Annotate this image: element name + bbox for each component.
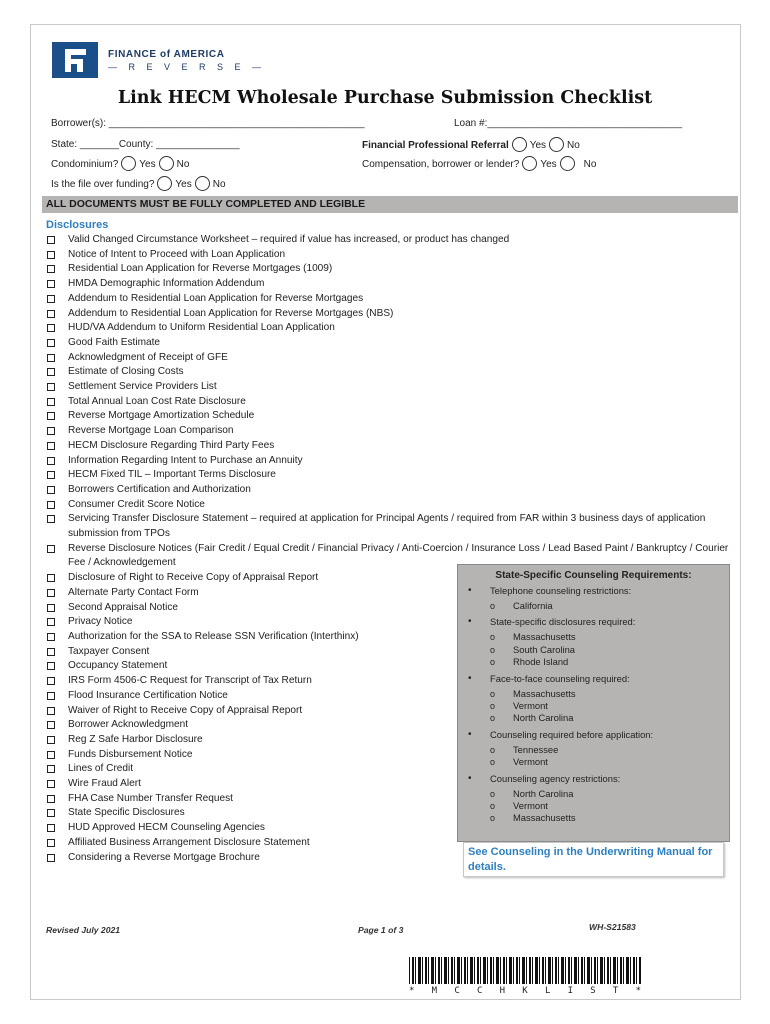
checklist-item: [46, 292, 736, 307]
checklist-item: [46, 395, 736, 410]
checkbox[interactable]: [47, 398, 55, 406]
checklist-item: [46, 336, 736, 351]
checklist-item: [46, 851, 456, 866]
counseling-state: o Vermont: [490, 756, 729, 768]
checklist-item-label: Estimate of Closing Costs: [68, 366, 184, 378]
checklist-item-label: Authorization for the SSA to Release SSN Verification (Interthinx): [68, 630, 359, 642]
barcode-char: L: [544, 986, 551, 996]
checklist-item: [46, 454, 736, 469]
counseling-group-label: • State-specific disclosures required:: [490, 616, 636, 628]
checklist-item-label: Information Regarding Intent to Purchase an Annuity: [68, 454, 303, 466]
checklist-item-label: Servicing Transfer Disclosure Statement – required at application for Principal Agents / required from FAR within 3 business days of application submission from TPOs: [68, 513, 706, 540]
barcode-char: K: [522, 986, 528, 996]
barcode-char: S: [590, 986, 596, 996]
counseling-state: o Tennessee: [490, 744, 729, 756]
checklist-item-label: Disclosure of Right to Receive Copy of Appraisal Report: [68, 572, 319, 584]
checklist-item: [46, 409, 736, 424]
barcode-char: C: [454, 986, 460, 996]
checklist-item-label: Notice of Intent to Proceed with Loan Application: [68, 248, 286, 260]
checklist-item-label: HUD Approved HECM Counseling Agencies: [68, 822, 265, 834]
checklist-item-label: Addendum to Residential Loan Application for Reverse Mortgages: [68, 292, 364, 304]
condo-yes-radio[interactable]: [121, 156, 136, 171]
barcode-char: H: [499, 986, 506, 996]
checklist-item-label: Acknowledgment of Receipt of GFE: [68, 351, 228, 363]
checkbox[interactable]: [47, 721, 55, 729]
checklist-item-label: Reverse Mortgage Loan Comparison: [68, 425, 234, 437]
checklist-item-label: HUD/VA Addendum to Uniform Residential Loan Application: [68, 322, 335, 334]
checkbox[interactable]: [47, 265, 55, 273]
company-logo: [52, 42, 266, 78]
checklist-item: [46, 615, 456, 630]
counseling-state: o North Carolina: [490, 712, 729, 724]
checkbox[interactable]: [47, 824, 55, 832]
counseling-state: o Massachusetts: [490, 812, 729, 824]
logo-line-2: — R E V E R S E —: [108, 61, 266, 72]
condo-no-label: No: [176, 159, 190, 170]
fpr-no-label: No: [567, 140, 580, 151]
checkbox[interactable]: [47, 339, 55, 347]
checklist-item: [46, 307, 736, 322]
checkbox[interactable]: [47, 251, 55, 259]
checkbox[interactable]: [47, 618, 55, 626]
checklist-item: [46, 689, 456, 704]
counseling-group: [458, 728, 729, 769]
checkbox[interactable]: [47, 545, 55, 553]
checklist-item: [46, 601, 456, 616]
checkbox[interactable]: [47, 412, 55, 420]
counseling-group-label: • Counseling required before application:: [490, 728, 654, 740]
checklist-item: [46, 512, 736, 541]
counseling-group: [458, 772, 729, 825]
comp-yes-label: Yes: [540, 159, 557, 170]
checklist-item: [46, 674, 456, 689]
checklist-item: [46, 380, 736, 395]
checklist-item-label: Addendum to Residential Loan Application for Reverse Mortgages (NBS): [68, 307, 394, 319]
over-funding-row: [51, 176, 226, 191]
logo-line-1: FINANCE of AMERICA: [108, 48, 225, 60]
fpr-yes-label: Yes: [529, 140, 547, 151]
barcode-text: [409, 986, 641, 996]
checklist-item: [46, 718, 456, 733]
condominium-row: [51, 156, 189, 171]
logo-mark-icon: [52, 42, 98, 78]
checkbox[interactable]: [47, 295, 55, 303]
checklist-item: [46, 365, 736, 380]
checklist-item-label: Alternate Party Contact Form: [68, 586, 199, 598]
checklist-item-label: Funds Disbursement Notice: [68, 748, 193, 760]
barcode-char: T: [612, 986, 619, 996]
checklist-item: [46, 748, 456, 763]
checklist-item: [46, 424, 736, 439]
counseling-state: o South Carolina: [490, 644, 729, 656]
borrowers-field[interactable]: Borrower(s): ______________________________________________: [51, 118, 365, 129]
page-number: Page 1 of 3: [358, 925, 404, 935]
checklist-item: [46, 439, 736, 454]
checklist-item-label: Second Appraisal Notice: [68, 601, 178, 613]
checklist-item: [46, 836, 456, 851]
checklist-item: [46, 233, 736, 248]
checkbox[interactable]: [47, 780, 55, 788]
checklist-item-label: HECM Disclosure Regarding Third Party Fees: [68, 439, 275, 451]
funding-yes-label: Yes: [175, 179, 192, 190]
checkbox[interactable]: [47, 677, 55, 685]
checklist-item-label: Wire Fraud Alert: [68, 778, 141, 790]
revised-date: Revised July 2021: [46, 925, 121, 935]
counseling-state: o North Carolina: [490, 788, 729, 800]
checklist-item: [46, 645, 456, 660]
barcode-char: M: [431, 986, 438, 996]
checklist-item-label: Privacy Notice: [68, 616, 133, 628]
checklist-item-label: Borrower Acknowledgment: [68, 719, 189, 731]
checklist-item: [46, 351, 736, 366]
counseling-group: [458, 584, 729, 612]
form-code: WH-S21583: [589, 922, 636, 932]
loan-number-field[interactable]: Loan #:___________________________________: [454, 118, 683, 129]
checklist-item: [46, 571, 456, 586]
checklist-item: [46, 792, 456, 807]
funding-no-label: No: [212, 179, 226, 190]
counseling-state: o Rhode Island: [490, 656, 729, 668]
checklist-item: [46, 586, 456, 601]
checkbox[interactable]: [47, 457, 55, 465]
counseling-group-label: • Telephone counseling restrictions:: [490, 585, 632, 596]
checkbox[interactable]: [47, 648, 55, 656]
barcode-char: C: [476, 986, 483, 996]
checklist-item-label: Waiver of Right to Receive Copy of Appraisal Report: [68, 704, 303, 716]
checklist-item: [46, 630, 456, 645]
funding-no-radio[interactable]: [195, 176, 210, 191]
checklist-item-label: IRS Form 4506-C Request for Transcript of Tax Return: [68, 675, 312, 687]
checklist-item-label: Flood Insurance Certification Notice: [68, 689, 228, 701]
counseling-title: State-Specific Counseling Requirements:: [495, 570, 692, 581]
counseling-group: [458, 615, 729, 668]
checklist-item-label: State Specific Disclosures: [68, 807, 185, 819]
checkbox[interactable]: [47, 368, 55, 376]
checklist-item: [46, 806, 456, 821]
counseling-group-label: • Counseling agency restrictions:: [490, 772, 621, 784]
checkbox[interactable]: [47, 589, 55, 597]
funding-yes-radio[interactable]: [157, 176, 172, 191]
condo-yes-label: Yes: [139, 159, 156, 170]
fpr-row: [362, 137, 580, 152]
checkbox[interactable]: [47, 839, 55, 847]
counseling-state: o California: [490, 600, 729, 612]
checklist-item-label: Borrowers Certification and Authorization: [68, 483, 251, 495]
disclosures-heading: Disclosures: [46, 219, 109, 231]
checkbox[interactable]: [47, 574, 55, 582]
checkbox[interactable]: [47, 765, 55, 773]
checklist-item: [46, 659, 456, 674]
checkbox[interactable]: [47, 471, 55, 479]
checkbox[interactable]: [47, 633, 55, 641]
counseling-requirements-box: [457, 564, 730, 842]
checklist-item-label: HMDA Demographic Information Addendum: [68, 278, 265, 290]
checklist-item-label: Settlement Service Providers List: [68, 381, 217, 393]
checkbox[interactable]: [47, 692, 55, 700]
checkbox[interactable]: [47, 751, 55, 759]
checkbox[interactable]: [47, 662, 55, 670]
checklist-item-label: Taxpayer Consent: [68, 645, 150, 657]
checklist-item-label: Residential Loan Application for Reverse Mortgages (1009): [68, 263, 333, 275]
checklist-item-label: Good Faith Estimate: [68, 336, 161, 348]
comp-no-label: No: [583, 159, 597, 170]
checkbox[interactable]: [47, 736, 55, 744]
checklist-item: [46, 483, 736, 498]
compensation-row: [362, 156, 596, 171]
checkbox[interactable]: [47, 236, 55, 244]
checkbox[interactable]: [47, 707, 55, 715]
checkbox[interactable]: [47, 310, 55, 318]
fpr-label: Financial Professional Referral: [362, 140, 509, 151]
barcode-char: *: [635, 986, 641, 996]
condominium-label: Condominium?: [51, 159, 119, 170]
checklist-item-label: Occupancy Statement: [68, 660, 168, 672]
checklist-item: [46, 277, 736, 292]
checklist-item-label: Valid Changed Circumstance Worksheet – required if value has increased, or product has changed: [68, 234, 510, 245]
requirements-banner: ALL DOCUMENTS MUST BE FULLY COMPLETED AND LEGIBLE: [42, 196, 738, 213]
checklist-item-label: FHA Case Number Transfer Request: [68, 792, 233, 804]
checkbox[interactable]: [47, 501, 55, 509]
checkbox[interactable]: [47, 486, 55, 494]
checklist-item: [46, 248, 736, 263]
checkbox[interactable]: [47, 809, 55, 817]
checklist-item-label: Affiliated Business Arrangement Disclosure Statement: [68, 836, 310, 848]
checkbox[interactable]: [47, 427, 55, 435]
condo-no-radio[interactable]: [159, 156, 174, 171]
counseling-list: [458, 584, 729, 825]
page-title: Link HECM Wholesale Purchase Submission Checklist: [117, 88, 653, 108]
compensation-label: Compensation, borrower or lender?: [362, 159, 520, 170]
checklist-item-label: Considering a Reverse Mortgage Brochure: [68, 851, 260, 863]
checklist-item: [46, 777, 456, 792]
checklist-item-label: Reg Z Safe Harbor Disclosure: [68, 733, 203, 745]
checkbox[interactable]: [47, 604, 55, 612]
comp-no-radio[interactable]: [560, 156, 575, 171]
checklist-item: [46, 762, 456, 777]
counseling-state: o Massachusetts: [490, 631, 729, 643]
barcode: [409, 957, 641, 984]
checklist-item: [46, 321, 736, 336]
checklist-item: [46, 704, 456, 719]
checklist-item-label: HECM Fixed TIL – Important Terms Disclosure: [68, 469, 276, 481]
over-funding-label: Is the file over funding?: [51, 179, 155, 190]
checkbox[interactable]: [47, 442, 55, 450]
checkbox[interactable]: [47, 515, 55, 523]
counseling-state: o Vermont: [490, 700, 729, 712]
counseling-state: o Vermont: [490, 800, 729, 812]
checkbox[interactable]: [47, 354, 55, 362]
checkbox[interactable]: [47, 280, 55, 288]
checklist-item-label: Consumer Credit Score Notice: [68, 498, 205, 510]
barcode-char: *: [409, 986, 415, 996]
checklist-item-label: Total Annual Loan Cost Rate Disclosure: [68, 395, 246, 407]
checklist-item-label: Reverse Disclosure Notices (Fair Credit / Equal Credit / Financial Privacy / Anti-Coercion / Insurance Loss / Lead Based Paint / Bankruptcy / Courier Fee / Acknowledgement: [68, 542, 729, 569]
checkbox[interactable]: [47, 383, 55, 391]
checklist-item: [46, 821, 456, 836]
checklist-item: [46, 468, 736, 483]
checkbox[interactable]: [47, 324, 55, 332]
counseling-state: o Massachusetts: [490, 688, 729, 700]
checklist-item-label: Lines of Credit: [68, 763, 134, 775]
counseling-group-label: • Face-to-face counseling required:: [490, 672, 630, 684]
counseling-group: [458, 672, 729, 725]
state-county-field[interactable]: State: _______County: _______________: [51, 139, 240, 150]
fpr-yes-radio[interactable]: [512, 137, 527, 152]
checkbox[interactable]: [47, 854, 55, 862]
checklist-item-label: Reverse Mortgage Amortization Schedule: [68, 410, 255, 422]
checklist-item: [46, 733, 456, 748]
see-counseling-note: See Counseling in the Underwriting Manual for details.: [463, 842, 724, 877]
fpr-no-radio[interactable]: [549, 137, 564, 152]
checklist-item: [46, 262, 736, 277]
comp-yes-radio[interactable]: [522, 156, 537, 171]
checklist-item: [46, 498, 736, 513]
checkbox[interactable]: [47, 795, 55, 803]
barcode-char: I: [567, 986, 574, 996]
